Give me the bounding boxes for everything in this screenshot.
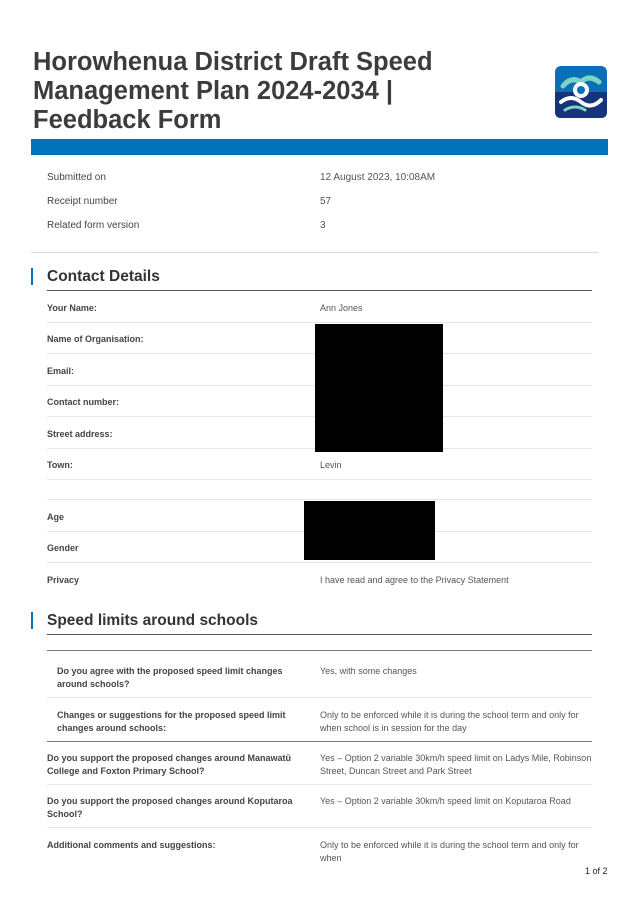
- divider: [31, 252, 598, 253]
- meta-value: 3: [320, 220, 326, 231]
- field-label: Contact number:: [47, 397, 119, 407]
- title-line-1: Horowhenua District Draft Speed: [33, 48, 433, 76]
- row-divider: [47, 562, 592, 563]
- row-divider: [47, 499, 592, 500]
- question-label: Additional comments and suggestions:: [47, 840, 216, 850]
- meta-label: Receipt number: [47, 196, 118, 207]
- field-label: Privacy: [47, 575, 80, 585]
- row-divider: [47, 322, 592, 323]
- meta-label: Related form version: [47, 220, 140, 231]
- row-divider: [47, 650, 592, 651]
- section-rule: [47, 634, 592, 635]
- answer-value: Only to be enforced while it is during the school term and only for when school is in session for the day: [320, 710, 579, 733]
- answer-value: Yes – Option 2 variable 30km/h speed limit on Ladys Mile, Robinson Street, Duncan Street and Park Street: [320, 753, 592, 776]
- field-label: Name of Organisation:: [47, 334, 144, 344]
- answer-value: Yes – Option 2 variable 30km/h speed limit on Koputaroa Road: [320, 796, 571, 806]
- row-divider: [47, 784, 592, 785]
- section-title-contact: Contact Details: [47, 268, 160, 285]
- field-label: Town:: [47, 460, 73, 470]
- question-label: Do you support the proposed changes around Koputaroa School?: [47, 796, 293, 819]
- section-accent: [31, 268, 33, 285]
- row-divider: [47, 697, 592, 698]
- title-line-2: Management Plan 2024-2034 |: [33, 77, 394, 105]
- page-title: [33, 48, 453, 135]
- question-label: Do you support the proposed changes around Manawatū College and Foxton Primary School?: [47, 753, 292, 776]
- field-label: Your Name:: [47, 303, 97, 313]
- meta-value: 57: [320, 196, 332, 207]
- section-accent: [31, 612, 33, 629]
- redaction-block: [304, 501, 435, 560]
- field-value: I have read and agree to the Privacy Statement: [320, 575, 509, 585]
- title-line-3: Feedback Form: [33, 106, 222, 134]
- field-label: Street address:: [47, 429, 113, 439]
- redaction-block: [315, 324, 443, 452]
- field-value: Levin: [320, 460, 342, 470]
- row-divider: [47, 741, 592, 742]
- section-title-schools: Speed limits around schools: [47, 612, 259, 629]
- field-label: Email:: [47, 366, 75, 376]
- answer-value: Yes, with some changes: [320, 666, 417, 676]
- council-logo: [555, 66, 607, 118]
- field-label: Age: [47, 512, 65, 522]
- section-rule: [47, 290, 592, 291]
- answer-value: Only to be enforced while it is during the school term and only for when: [320, 840, 579, 863]
- field-value: Ann Jones: [320, 303, 363, 313]
- header-banner: [31, 139, 608, 155]
- meta-label: Submitted on: [47, 172, 106, 183]
- page-number: 1 of 2: [585, 866, 608, 876]
- field-label: Gender: [47, 543, 79, 553]
- meta-value: 12 August 2023, 10:08AM: [320, 172, 436, 183]
- question-label: Do you agree with the proposed speed limit changes around schools?: [57, 666, 283, 689]
- row-divider: [47, 827, 592, 828]
- row-divider: [47, 479, 592, 480]
- question-label: Changes or suggestions for the proposed speed limit changes around schools:: [57, 710, 286, 733]
